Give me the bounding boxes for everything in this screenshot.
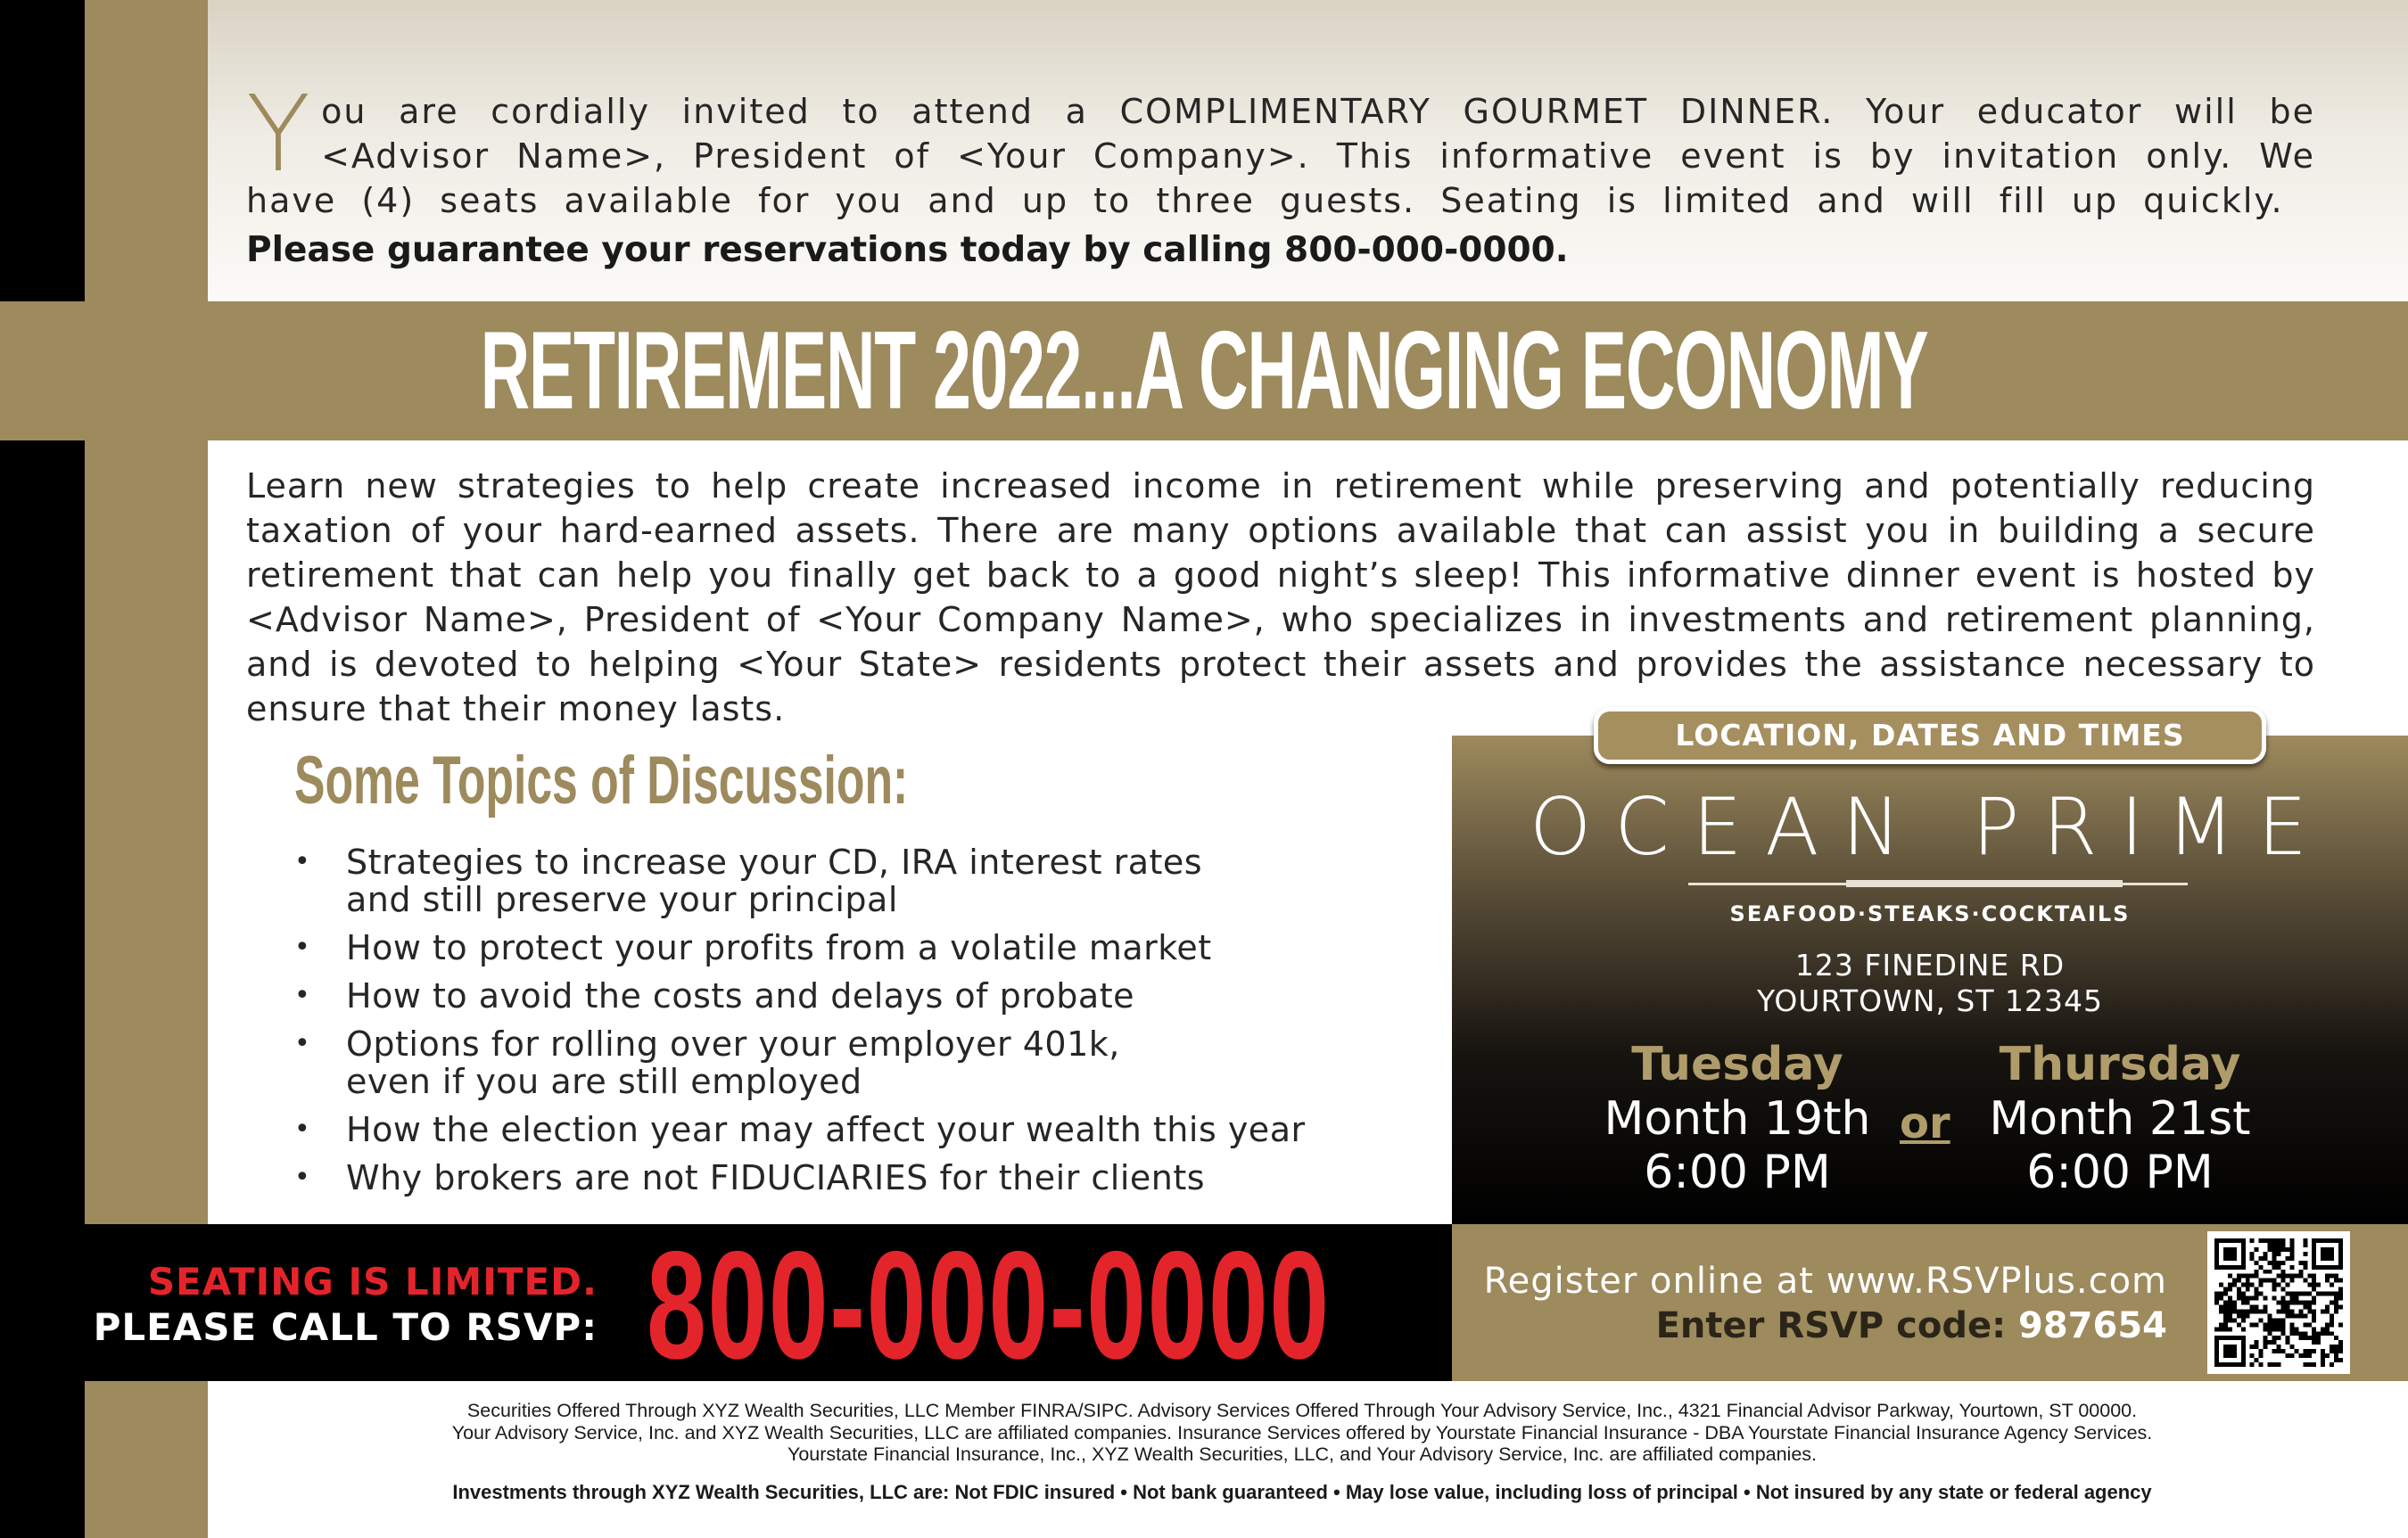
investment-disclaimer: Investments through XYZ Wealth Securities, LLC are: Not FDIC insured • Not bank guaranteed • May lose value, including loss of principal • Not insured by any state or federal agency	[452, 1481, 2152, 1503]
event-date: Month 21st	[1989, 1092, 2251, 1146]
bullet-icon: •	[294, 980, 311, 1011]
bullet-icon: •	[294, 1162, 311, 1193]
venue-address	[1452, 948, 2408, 1019]
event-date: Month 19th	[1604, 1092, 1871, 1146]
disclaimer-line: Your Advisory Service, Inc. and XYZ Wealth Securities, LLC are affiliated companies. Insurance Services offered by Yourstate Financial Insurance - DBA Yourstate Financial Insurance Agency Services.	[451, 1421, 2153, 1443]
topic-text: How to protect your profits from a volatile market	[346, 928, 1212, 967]
topic-item	[294, 929, 1409, 966]
topic-item	[294, 1159, 1409, 1197]
disclaimer-line: Yourstate Financial Insurance, Inc., XYZ Wealth Securities, LLC, and Your Advisory Service, Inc. are affiliated companies.	[787, 1443, 1818, 1465]
rsvp-code: 987654	[2018, 1305, 2167, 1346]
qr-code-icon[interactable]	[2207, 1231, 2350, 1374]
topic-text: Why brokers are not FIDUCIARIES for their clients	[346, 1158, 1206, 1197]
rsvp-code-line	[1656, 1305, 2167, 1346]
register-online-text[interactable]: Register online at www.RSVPlus.com	[1483, 1261, 2167, 1302]
bullet-icon: •	[294, 1028, 311, 1059]
intro-call-to-action: Please guarantee your reservations today by calling 800-000-0000.	[246, 230, 1569, 270]
event-option-2	[1942, 1037, 2298, 1199]
event-time: 6:00 PM	[2026, 1146, 2214, 1199]
intro-text: ou are cordially invited to attend a COMPLIMENTARY GOURMET DINNER. Your educator will be <Advisor Name>, President of <Your Company>. This informative event is by invitation only. We have (4) seats available for you and up to three guests. Seating is limited and will fill up quickly.	[246, 92, 2315, 220]
topics-heading: Some Topics of Discussion:	[294, 743, 909, 818]
drop-cap: Y	[246, 72, 313, 195]
topic-text: How to avoid the costs and delays of probate	[346, 976, 1134, 1016]
topic-text: and still preserve your principal	[346, 880, 898, 919]
venue-address-line2: YOURTOWN, ST 12345	[1756, 983, 2103, 1018]
event-description: Learn new strategies to help create increased income in retirement while preserving and potentially reducing taxation of your hard-earned assets. There are many options available that can assist you in building a secure retirement that can help you finally get back to a good night’s sleep! This informative dinner event is hosted by <Advisor Name>, President of <Your Company Name>, who specializes in investments and retirement planning, and is devoted to helping <Your State> residents protect their assets and provides the assistance necessary to ensure that their money lasts.	[246, 466, 2315, 728]
topic-text: Options for rolling over your employer 401k,	[346, 1024, 1120, 1064]
rsvp-code-label: Enter RSVP code:	[1655, 1305, 2018, 1346]
topic-item	[294, 1025, 1409, 1100]
topic-text: How the election year may affect your wealth this year	[346, 1110, 1306, 1149]
topic-text: even if you are still employed	[346, 1062, 862, 1101]
left-black-strip	[0, 0, 85, 1538]
event-day: Thursday	[1999, 1038, 2241, 1091]
call-to-rsvp-text: PLEASE CALL TO RSVP:	[93, 1305, 598, 1349]
topic-text: Strategies to increase your CD, IRA interest rates	[346, 843, 1203, 882]
bullet-icon: •	[294, 1114, 311, 1145]
topic-item	[294, 1111, 1409, 1148]
bullet-icon: •	[294, 846, 311, 877]
event-time: 6:00 PM	[1644, 1146, 1831, 1199]
topics-list	[294, 843, 1409, 1207]
intro-section	[246, 72, 2315, 270]
venue-logo-name: OCEAN PRIME	[1529, 781, 2330, 873]
seating-limited-text: SEATING IS LIMITED.	[147, 1260, 598, 1304]
page-title: RETIREMENT 2022...A CHANGING ECONOMY	[480, 309, 1928, 432]
venue-address-line1: 123 FINEDINE RD	[1794, 948, 2066, 983]
event-day: Tuesday	[1631, 1038, 1843, 1091]
rsvp-phone-number[interactable]: 800-000-0000	[647, 1220, 1331, 1391]
topic-item	[294, 843, 1409, 918]
title-band	[0, 301, 2408, 440]
disclaimer	[232, 1400, 2372, 1466]
bullet-icon: •	[294, 932, 311, 963]
event-or-label: or	[1900, 1098, 1950, 1148]
topic-item	[294, 977, 1409, 1015]
venue-divider-accent	[1846, 880, 2123, 887]
venue-tab-label: LOCATION, DATES AND TIMES	[1594, 707, 2266, 764]
event-option-1	[1559, 1037, 1916, 1199]
intro-paragraph	[246, 72, 2315, 223]
disclaimer-line: Securities Offered Through XYZ Wealth Securities, LLC Member FINRA/SIPC. Advisory Services Offered Through Your Advisory Service, Inc., 4321 Financial Advisor Parkway, Yourtown, ST 00000.	[466, 1400, 2138, 1421]
venue-tagline: SEAFOOD·STEAKS·COCKTAILS	[1729, 901, 2131, 926]
